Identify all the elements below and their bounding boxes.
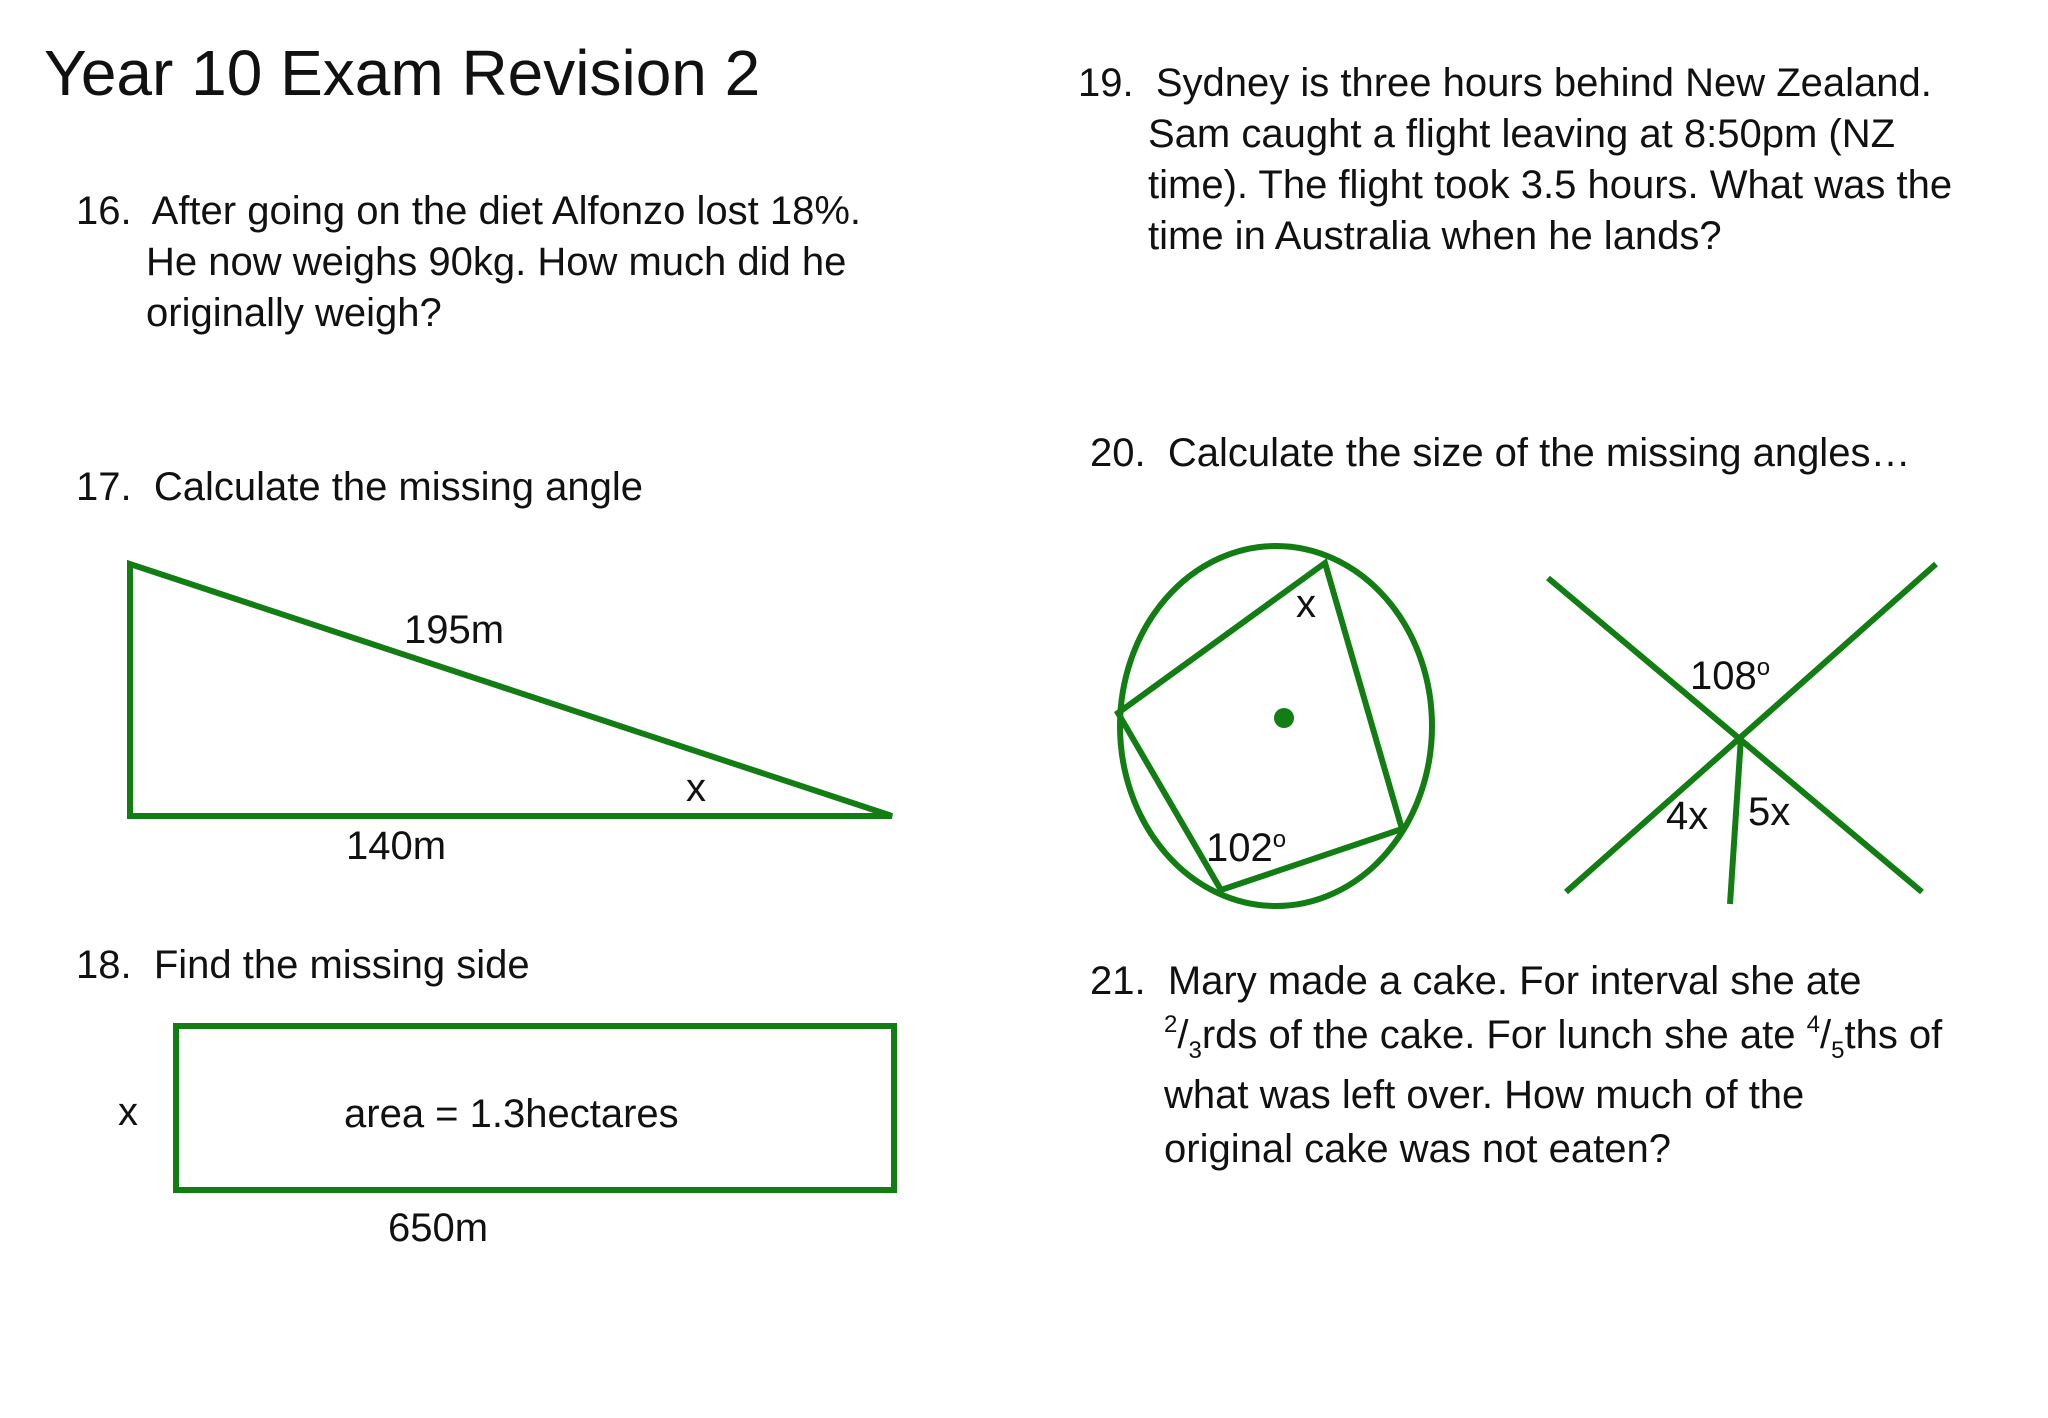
fraction-slash: / <box>1177 1013 1189 1057</box>
base-label: 140m <box>346 824 447 868</box>
question-text-line: He now weighs 90kg. How much did he <box>146 240 847 284</box>
question-text: ths of <box>1844 1013 1943 1057</box>
question-text-line: originally weigh? <box>146 291 442 335</box>
degree-symbol: o <box>1756 654 1771 681</box>
question-text-line: After going on the diet Alfonzo lost 18%. <box>151 189 861 233</box>
degree-symbol: o <box>1272 826 1287 853</box>
question-text-line: Mary made a cake. For interval she ate <box>1167 959 1862 1003</box>
fraction-numerator: 2 <box>1164 1011 1178 1038</box>
hypotenuse-label: 195m <box>404 608 505 652</box>
angle-108-label: 108$^o$ <box>1690 654 1771 698</box>
area-label: area = 1.3hectares <box>344 1092 679 1136</box>
question-text-line: Sydney is three hours behind New Zealand. <box>1155 61 1932 105</box>
angle-x-label: x <box>686 766 706 810</box>
intersecting-line-b <box>1566 564 1936 892</box>
fraction-slash: / <box>1819 1013 1832 1057</box>
circle-angle-102-label: 102$^o$ <box>1206 826 1287 870</box>
circle-centre <box>1274 708 1294 728</box>
question-text: Calculate the missing angle <box>153 465 644 509</box>
question-number: 21. <box>1090 959 1146 1003</box>
intersecting-line-c <box>1730 737 1741 904</box>
question-text-line: what was left over. How much of the <box>1164 1073 1805 1117</box>
question-text-line: time). The flight took 3.5 hours. What was the <box>1148 163 1953 207</box>
question-number: 20. <box>1090 431 1146 475</box>
question-text-line: Sam caught a flight leaving at 8:50pm (NZ <box>1148 112 1896 156</box>
page-title: Year 10 Exam Revision 2 <box>44 37 761 109</box>
question-number: 17. <box>76 465 132 509</box>
question-text: Calculate the size of the missing angles… <box>1167 431 1911 475</box>
question-number: 16. <box>76 189 132 233</box>
angle-5x-label: 5x <box>1748 790 1791 834</box>
right-triangle <box>130 564 892 816</box>
fraction-numerator: 4 <box>1806 1011 1820 1038</box>
question-number: 18. <box>76 943 132 987</box>
question-number: 19. <box>1078 61 1134 105</box>
length-label: 650m <box>388 1206 489 1250</box>
angle-4x-label: 4x <box>1666 794 1709 838</box>
side-x-label: x <box>118 1090 138 1134</box>
fraction-denominator: 3 <box>1188 1037 1202 1064</box>
circle-angle-x-label: x <box>1296 582 1316 626</box>
question-text: Find the missing side <box>153 943 530 987</box>
fraction-denominator: 5 <box>1831 1037 1845 1064</box>
question-text-line: original cake was not eaten? <box>1164 1127 1671 1171</box>
question-text-line: time in Australia when he lands? <box>1148 214 1722 258</box>
question-text: rds of the cake. For lunch she ate <box>1201 1013 1807 1057</box>
